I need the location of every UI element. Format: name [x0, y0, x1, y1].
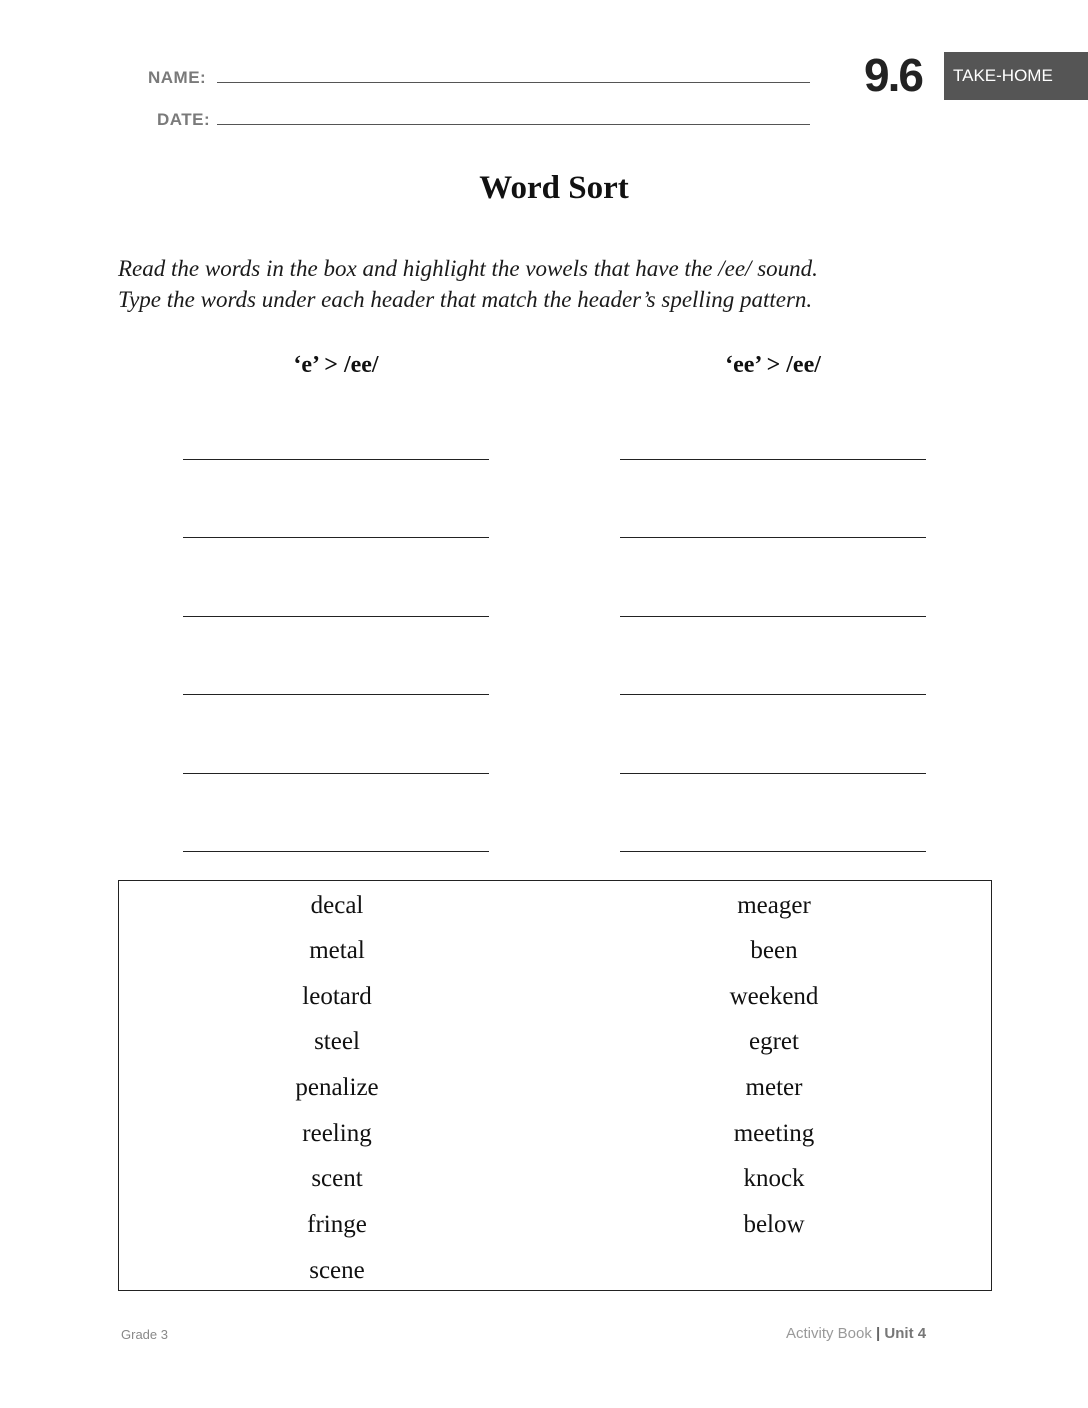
word-bank-word[interactable]: scene [309, 1257, 365, 1284]
answer-blank-ee-4[interactable] [620, 694, 926, 695]
word-bank-word[interactable]: egret [749, 1028, 799, 1055]
footer-book-title: Activity Book [786, 1325, 872, 1342]
date-label: DATE: [157, 110, 211, 129]
name-label: NAME: [148, 68, 207, 87]
word-bank-word[interactable]: weekend [729, 983, 819, 1010]
word-bank-word[interactable]: meager [737, 892, 811, 919]
column-header-e: ‘e’ > /ee/ [293, 352, 379, 378]
page-title: Word Sort [479, 170, 629, 206]
word-bank-word[interactable]: decal [310, 892, 364, 919]
footer-book-info [786, 1325, 926, 1342]
word-bank-word[interactable]: reeling [302, 1120, 372, 1147]
word-bank-word[interactable]: been [750, 937, 798, 964]
answer-blank-ee-5[interactable] [620, 773, 926, 774]
word-bank-word[interactable]: meter [745, 1074, 803, 1101]
answer-blank-e-2[interactable] [183, 537, 489, 538]
word-bank-word[interactable]: penalize [295, 1074, 379, 1101]
word-bank-word[interactable]: meeting [733, 1120, 815, 1147]
instruction-line-2: Type the words under each header that match the header’s spelling pattern. [118, 287, 813, 312]
take-home-tag: TAKE-HOME [944, 52, 1088, 100]
footer-grade: Grade 3 [121, 1327, 168, 1342]
answer-blank-e-1[interactable] [183, 459, 489, 460]
answer-blank-e-4[interactable] [183, 694, 489, 695]
word-bank-word[interactable]: metal [309, 937, 365, 964]
answer-blank-e-3[interactable] [183, 616, 489, 617]
word-bank-box [118, 880, 992, 1291]
lesson-number: 9.6 [864, 49, 922, 101]
answer-blank-ee-3[interactable] [620, 616, 926, 617]
name-field-line[interactable] [217, 82, 810, 83]
word-bank-word[interactable]: fringe [307, 1211, 367, 1238]
word-bank-word[interactable]: knock [743, 1165, 805, 1192]
date-field-line[interactable] [217, 124, 810, 125]
instruction-line-1: Read the words in the box and highlight the vowels that have the /ee/ sound. [118, 256, 818, 281]
word-bank-word[interactable]: steel [314, 1028, 360, 1055]
answer-blank-ee-1[interactable] [620, 459, 926, 460]
answer-blank-ee-2[interactable] [620, 537, 926, 538]
footer-separator: | [876, 1325, 881, 1342]
word-bank-word[interactable]: below [743, 1211, 805, 1238]
answer-blank-ee-6[interactable] [620, 851, 926, 852]
answer-blank-e-5[interactable] [183, 773, 489, 774]
answer-blank-e-6[interactable] [183, 851, 489, 852]
footer-unit: Unit 4 [884, 1325, 927, 1342]
column-header-ee: ‘ee’ > /ee/ [725, 352, 821, 378]
word-bank-word[interactable]: leotard [302, 983, 372, 1010]
word-bank-word[interactable]: scent [311, 1165, 363, 1192]
